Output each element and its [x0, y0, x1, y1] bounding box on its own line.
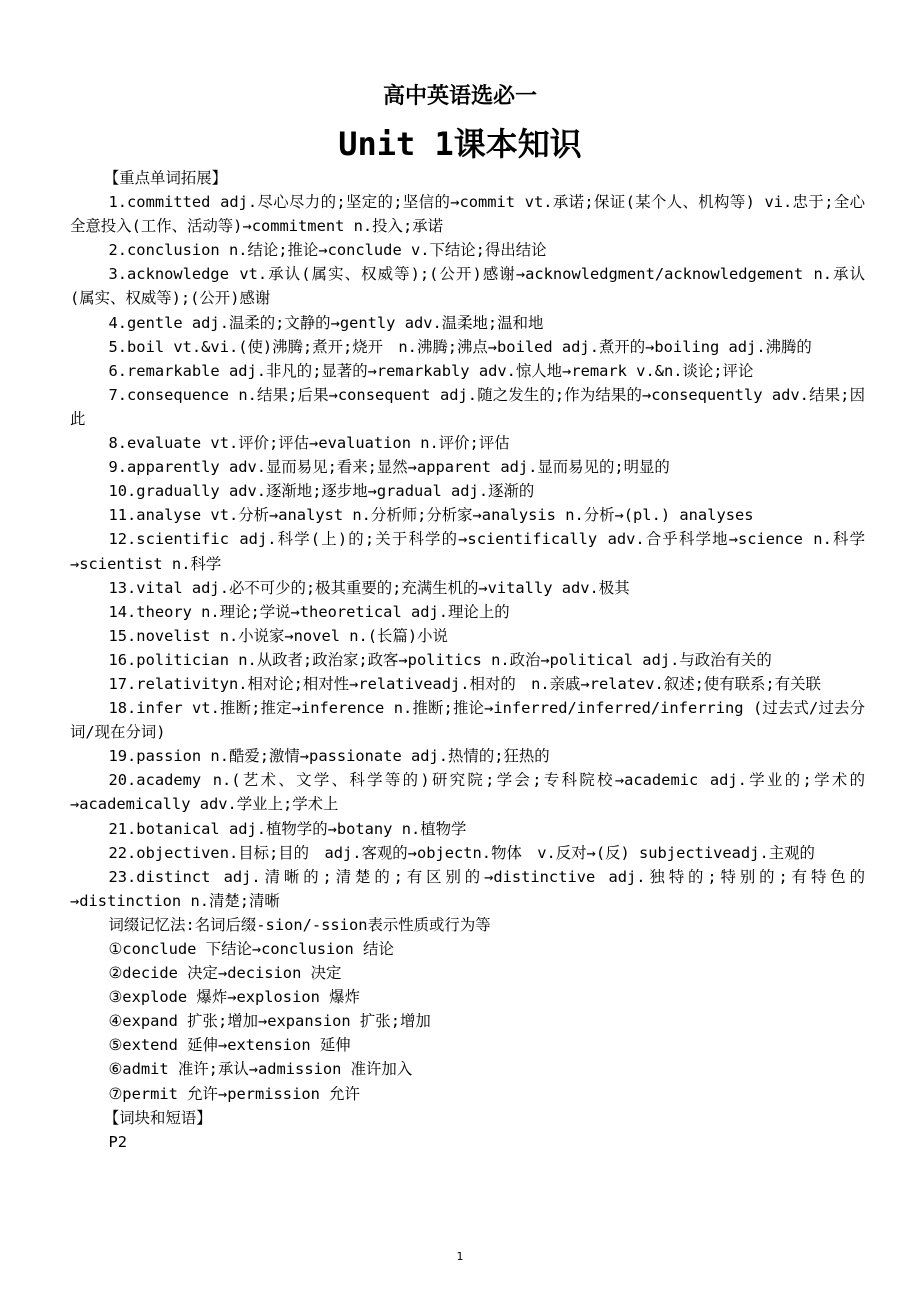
vocab-entry: 3.acknowledge vt.承认(属实、权威等);(公开)感谢→acknowledgment/acknowledgement n.承认(属实、权威等);(公开)感谢 [70, 265, 865, 308]
vocab-entry: 10.gradually adv.逐渐地;逐步地→gradual adj.逐渐的 [108, 482, 535, 501]
vocab-entry: 11.analyse vt.分析→analyst n.分析师;分析家→analysis n.分析→(pl.) analyses [108, 506, 754, 525]
vocab-entry: 2.conclusion n.结论;推论→conclude v.下结论;得出结论 [108, 241, 547, 260]
affix-example: ②decide 决定→decision 决定 [108, 964, 342, 983]
vocab-entry: 18.infer vt.推断;推定→inference n.推断;推论→inferred/inferred/inferring (过去式/过去分词/现在分词) [70, 699, 865, 742]
section-heading: 【重点单词拓展】 [103, 169, 228, 187]
section-heading: 【词块和短语】 [103, 1108, 212, 1127]
vocab-entry: 14.theory n.理论;学说→theoretical adj.理论上的 [108, 602, 510, 621]
vocab-entry: 12.scientific adj.科学(上)的;关于科学的→scientifically adv.合乎科学地→science n.科学→scientist n.科学 [70, 530, 865, 573]
vocab-entry: 13.vital adj.必不可少的;极其重要的;充满生机的→vitally adv.极其 [108, 578, 630, 597]
vocab-entry: 19.passion n.酷爱;激情→passionate adj.热情的;狂热的 [108, 747, 550, 766]
vocab-entry: 15.novelist n.小说家→novel n.(长篇)小说 [108, 626, 448, 645]
vocab-entry: 7.consequence n.结果;后果→consequent adj.随之发生的;作为结果的→consequently adv.结果;因此 [70, 385, 865, 428]
page-reference: P2 [108, 1132, 128, 1151]
page-number: 1 [456, 1250, 464, 1263]
vocab-entry: 17.relativityn.相对论;相对性→relativeadj.相对的 n.亲戚→relatev.叙述;使有联系;有关联 [108, 674, 821, 693]
affix-example: ④expand 扩张;增加→expansion 扩张;增加 [108, 1012, 431, 1031]
vocab-entry: 9.apparently adv.显而易见;看来;显然→apparent adj.显而易见的;明显的 [108, 458, 670, 477]
affix-note: 词缀记忆法:名词后缀-sion/-ssion表示性质或行为等 [108, 915, 491, 934]
affix-example: ⑤extend 延伸→extension 延伸 [108, 1036, 351, 1055]
vocab-entry: 16.politician n.从政者;政治家;政客→politics n.政治→political adj.与政治有关的 [108, 650, 772, 669]
affix-example: ①conclude 下结论→conclusion 结论 [108, 940, 394, 958]
affix-example: ⑥admit 准许;承认→admission 准许加入 [108, 1060, 413, 1079]
document-body [70, 166, 865, 1154]
document-title: Unit 1课本知识 [338, 125, 582, 163]
affix-example: ③explode 爆炸→explosion 爆炸 [108, 988, 360, 1007]
vocab-entry: 6.remarkable adj.非凡的;显著的→remarkably adv.惊人地→remark v.&n.谈论;评论 [108, 361, 754, 380]
vocab-entry: 4.gentle adj.温柔的;文静的→gently adv.温柔地;温和地 [108, 313, 544, 332]
vocab-entry: 20.academy n.(艺术、文学、科学等的)研究院;学会;专科院校→academic adj.学业的;学术的→academically adv.学业上;学术上 [70, 771, 865, 814]
vocab-entry: 1.committed adj.尽心尽力的;坚定的;坚信的→commit vt.承诺;保证(某个人、机构等) vi.忠于;全心全意投入(工作、活动等)→commitment n.投入;承诺 [70, 193, 865, 236]
document-subtitle: 高中英语选必一 [382, 84, 537, 109]
vocab-entry: 22.objectiven.目标;目的 adj.客观的→objectn.物体 v.反对→(反) subjectiveadj.主观的 [108, 843, 815, 862]
vocab-entry: 23.distinct adj.清晰的;清楚的;有区别的→distinctive adj.独特的;特别的;有特色的→distinction n.清楚;清晰 [70, 867, 865, 910]
vocab-entry: 8.evaluate vt.评价;评估→evaluation n.评价;评估 [108, 434, 510, 453]
vocab-entry: 5.boil vt.&vi.(使)沸腾;煮开;烧开 n.沸腾;沸点→boiled adj.煮开的→boiling adj.沸腾的 [108, 337, 812, 356]
affix-example: ⑦permit 允许→permission 允许 [108, 1084, 360, 1103]
vocab-entry: 21.botanical adj.植物学的→botany n.植物学 [108, 819, 467, 838]
